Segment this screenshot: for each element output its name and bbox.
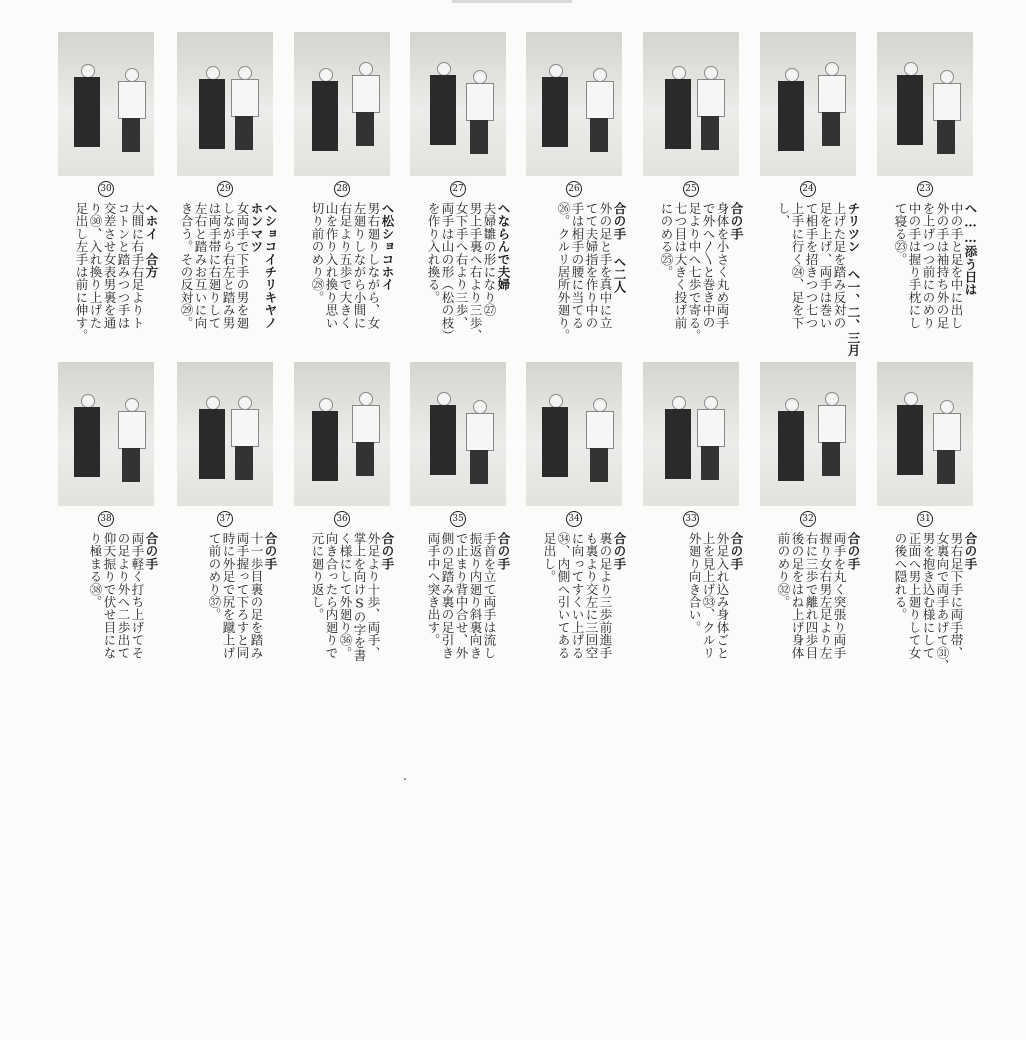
instruction-line: 外廻り向き合い。 xyxy=(687,532,702,634)
kimono xyxy=(199,79,225,149)
jacket xyxy=(231,409,259,447)
step-instructions xyxy=(776,532,860,832)
step-number xyxy=(760,180,856,197)
instruction-line: て相手を招きつつ七つ xyxy=(804,202,819,329)
instruction-line: 前のめり㉜。 xyxy=(776,532,791,609)
step-number-circle: 36 xyxy=(334,511,350,527)
step-instructions xyxy=(893,532,977,832)
instruction-line: で止まり背中合せ、外 xyxy=(454,532,469,659)
head-wrap xyxy=(473,70,487,84)
instruction-line: し、 xyxy=(776,202,791,228)
trousers xyxy=(822,112,840,146)
head-wrap xyxy=(549,394,563,408)
instruction-line: 足出し左手は前に伸す。 xyxy=(74,202,89,342)
head-wrap xyxy=(825,392,839,406)
head-wrap xyxy=(125,398,139,412)
step-number xyxy=(177,180,273,197)
instruction-heading: 合の手 xyxy=(846,532,861,571)
head-wrap xyxy=(904,62,918,76)
step-number-circle: 24 xyxy=(800,181,816,197)
instruction-line: 足より中へ七歩で寄る。 xyxy=(687,202,702,342)
dance-photo xyxy=(643,32,739,176)
step-instructions xyxy=(556,202,626,388)
instruction-line: 両手握って下ろすと同 xyxy=(235,532,250,659)
jacket xyxy=(933,83,961,121)
instruction-heading: 合の手 xyxy=(496,532,511,571)
dance-photo xyxy=(58,362,154,506)
instruction-line: 両手中へ突き出す。 xyxy=(426,532,441,647)
instruction-line: 外足より十歩、両手、 xyxy=(366,532,381,659)
jacket xyxy=(586,81,614,119)
instruction-line: 男右足下手に両手帯、 xyxy=(949,532,964,659)
instruction-line: 左廻りしながら小間に xyxy=(352,202,367,329)
step-number xyxy=(643,510,739,527)
step-number xyxy=(410,510,506,527)
step-number-circle: 28 xyxy=(334,181,350,197)
instruction-line: 男上手裏へ右より三歩、 xyxy=(468,202,483,342)
jacket xyxy=(118,81,146,119)
step-number-circle: 25 xyxy=(683,181,699,197)
head-wrap xyxy=(125,68,139,82)
instruction-heading: へ松ショコホイ xyxy=(380,202,395,291)
instruction-heading: 合の手 xyxy=(380,532,395,571)
head-wrap xyxy=(704,66,718,80)
instruction-line: も裏より交左に三回空 xyxy=(584,532,599,659)
instruction-line: 外の手は袖持ち外の足 xyxy=(935,202,950,329)
head-wrap xyxy=(437,392,451,406)
instruction-line: 女裏向で両手あげて㉛、 xyxy=(935,532,950,672)
step-number xyxy=(58,510,154,527)
head-wrap xyxy=(473,400,487,414)
kimono xyxy=(74,407,100,477)
kimono xyxy=(542,77,568,147)
step-number-circle: 31 xyxy=(917,511,933,527)
jacket xyxy=(466,413,494,451)
head-wrap xyxy=(81,64,95,78)
instruction-line: 中の手は握り手枕にし xyxy=(907,202,922,329)
step-instructions xyxy=(426,202,510,388)
head-wrap xyxy=(704,396,718,410)
head-wrap xyxy=(238,396,252,410)
dance-photo xyxy=(877,362,973,506)
instruction-line: 男を抱き込む様にして xyxy=(921,532,936,659)
step-instructions xyxy=(88,532,158,832)
kimono xyxy=(74,77,100,147)
jacket xyxy=(118,411,146,449)
jacket xyxy=(697,79,725,117)
instruction-line: 握り女右男左足より左 xyxy=(818,532,833,659)
step-number xyxy=(294,510,390,527)
instruction-line: の足より外へ二歩出て xyxy=(116,532,131,659)
instruction-line: にのめる㉕。 xyxy=(659,202,674,279)
trousers xyxy=(235,446,253,480)
trousers xyxy=(590,448,608,482)
kimono xyxy=(430,405,456,475)
jacket xyxy=(466,83,494,121)
step-number xyxy=(760,510,856,527)
step-number xyxy=(526,180,622,197)
jacket xyxy=(818,75,846,113)
instruction-line: 男右廻りしながら、女 xyxy=(366,202,381,329)
instruction-line: 掌上を向けSの字を書 xyxy=(352,532,367,662)
instruction-line: 女下手へ右より三歩、 xyxy=(454,202,469,329)
dance-photo xyxy=(410,32,506,176)
step-instructions xyxy=(310,532,394,832)
dance-photo xyxy=(58,32,154,176)
head-wrap xyxy=(785,398,799,412)
kimono xyxy=(312,81,338,151)
head-wrap xyxy=(437,62,451,76)
instruction-heading: チリツン へ一、二、三月 xyxy=(846,202,861,357)
step-number-circle: 26 xyxy=(566,181,582,197)
kimono xyxy=(778,81,804,151)
trousers xyxy=(937,120,955,154)
instruction-line: 足出し。 xyxy=(542,532,557,583)
step-number xyxy=(877,510,973,527)
step-instructions xyxy=(426,532,510,832)
instruction-line: 手首を立て両手は流し xyxy=(482,532,497,659)
kimono xyxy=(199,409,225,479)
step-number-circle: 38 xyxy=(98,511,114,527)
head-wrap xyxy=(672,66,686,80)
head-wrap xyxy=(319,398,333,412)
step-number-circle: 29 xyxy=(217,181,233,197)
step-number xyxy=(526,510,622,527)
step-number-circle: 32 xyxy=(800,511,816,527)
step-number xyxy=(58,180,154,197)
instruction-heading: 合の手 xyxy=(144,532,159,571)
step-number xyxy=(177,510,273,527)
trousers xyxy=(590,118,608,152)
kimono xyxy=(665,79,691,149)
instruction-line: 向き合ったら内廻りで xyxy=(324,532,339,659)
head-wrap xyxy=(319,68,333,82)
instruction-line: しながら右左と踏み男 xyxy=(221,202,236,329)
instruction-line: てて夫婦指を作り中の xyxy=(584,202,599,329)
instruction-line: 右足より五歩で大きく xyxy=(338,202,353,329)
kimono xyxy=(665,409,691,479)
trousers xyxy=(937,450,955,484)
instruction-line: で外へ〳〵と巻き中の xyxy=(701,202,716,329)
jacket xyxy=(818,405,846,443)
instruction-line: 両手を丸く突張り両手 xyxy=(832,532,847,659)
step-instructions xyxy=(74,202,158,388)
jacket xyxy=(352,405,380,443)
step-number xyxy=(877,180,973,197)
instruction-line: を作り入れ換る。 xyxy=(426,202,441,304)
head-wrap xyxy=(904,392,918,406)
step-instructions xyxy=(207,532,277,832)
instruction-line: 時に外足で尻を蹴上げ xyxy=(221,532,236,659)
jacket xyxy=(933,413,961,451)
jacket xyxy=(352,75,380,113)
step-instructions xyxy=(310,202,394,388)
head-wrap xyxy=(672,396,686,410)
instruction-line: 裏の足より三歩前進手 xyxy=(598,532,613,659)
step-number xyxy=(410,180,506,197)
kimono xyxy=(778,411,804,481)
dance-photo xyxy=(877,32,973,176)
trousers xyxy=(470,450,488,484)
dance-photo xyxy=(643,362,739,506)
instruction-line: 交差させ女表男裏を通 xyxy=(102,202,117,329)
instruction-line: て前のめり㊲。 xyxy=(207,532,222,621)
instruction-heading: へホイ 合方 xyxy=(144,202,159,279)
dance-photo xyxy=(177,32,273,176)
step-number-circle: 30 xyxy=(98,181,114,197)
instruction-line: コトンと踏みつつ手は xyxy=(116,202,131,329)
instruction-line: 左右と踏みお互いに向 xyxy=(193,202,208,329)
step-number-circle: 27 xyxy=(450,181,466,197)
instruction-line: 七つ目は大きく投げ前 xyxy=(673,202,688,329)
instruction-line: 側の足踏み裏の足引き xyxy=(440,532,455,659)
step-instructions xyxy=(776,202,860,388)
head-wrap xyxy=(81,394,95,408)
instruction-line: 足を上げ、両手は巻い xyxy=(818,202,833,329)
instruction-line: 夫婦雛の形になり㉗ xyxy=(482,202,497,317)
instruction-heading: へ……添う日は xyxy=(963,202,978,296)
dance-photo xyxy=(760,362,856,506)
trousers xyxy=(701,116,719,150)
instruction-line: 元に廻り返し。 xyxy=(310,532,325,621)
instruction-line: 女両手で下手の男を廻 xyxy=(235,202,250,329)
head-wrap xyxy=(238,66,252,80)
instruction-heading: 合の手 xyxy=(729,532,744,571)
head-wrap xyxy=(940,400,954,414)
instruction-line: 両手は山の形（松の枝） xyxy=(440,202,455,342)
head-wrap xyxy=(785,68,799,82)
instruction-line: 中の手と足を中に出し xyxy=(949,202,964,329)
instruction-heading: 合の手 xyxy=(612,532,627,571)
kimono xyxy=(897,75,923,145)
step-number-circle: 23 xyxy=(917,181,933,197)
trousers xyxy=(701,446,719,480)
instruction-line: 大間に右手右足よりト xyxy=(130,202,145,329)
dance-photo xyxy=(526,362,622,506)
head-wrap xyxy=(593,68,607,82)
head-wrap xyxy=(549,64,563,78)
step-number-circle: 35 xyxy=(450,511,466,527)
step-instructions xyxy=(893,202,977,388)
instruction-line: 右に三歩で離れ四歩目 xyxy=(804,532,819,659)
trousers xyxy=(235,116,253,150)
instruction-line: 十一歩目裏の足を踏み xyxy=(249,532,264,659)
instruction-line: 外足入れ込み身体ごと xyxy=(715,532,730,659)
jacket xyxy=(586,411,614,449)
instruction-line: 切り前のめり㉘。 xyxy=(310,202,325,304)
dance-photo xyxy=(410,362,506,506)
instruction-heading: 合の手 xyxy=(963,532,978,571)
instruction-heading: 合の手 xyxy=(263,532,278,571)
instruction-line: の後へ隠れる。 xyxy=(893,532,908,621)
instruction-line: 両手軽く打ち上げてそ xyxy=(130,532,145,659)
kimono xyxy=(312,411,338,481)
jacket xyxy=(231,79,259,117)
head-wrap xyxy=(206,396,220,410)
trousers xyxy=(470,120,488,154)
trousers xyxy=(356,112,374,146)
dance-photo xyxy=(177,362,273,506)
instruction-line: 正面へ男上廻りして女 xyxy=(907,532,922,659)
instruction-line: に向ってすくい上げる xyxy=(570,532,585,659)
instruction-line: 身体を小さく丸め両手 xyxy=(715,202,730,329)
dance-photo xyxy=(760,32,856,176)
head-wrap xyxy=(206,66,220,80)
step-instructions xyxy=(687,532,743,832)
page-speck xyxy=(404,778,406,780)
instruction-line: 上を見上げ㉝、クルリ xyxy=(701,532,716,659)
trousers xyxy=(356,442,374,476)
instruction-line: を上げつつ前にのめり xyxy=(921,202,936,329)
step-number xyxy=(643,180,739,197)
instruction-heading: へショコイチリキヤノ xyxy=(263,202,278,329)
step-number-circle: 33 xyxy=(683,511,699,527)
instruction-line: 山を作り入れ換り思い xyxy=(324,202,339,329)
instruction-line: く様にして外廻り㊱。 xyxy=(338,532,353,659)
trousers xyxy=(122,448,140,482)
step-instructions xyxy=(659,202,743,388)
instruction-line: 振返り内廻り斜裏向き xyxy=(468,532,483,659)
step-number xyxy=(294,180,390,197)
instruction-heading: ホンマツ xyxy=(249,202,264,253)
step-number-circle: 37 xyxy=(217,511,233,527)
kimono xyxy=(430,75,456,145)
instruction-line: ㉞、内側へ引いてある xyxy=(556,532,571,659)
instruction-heading: 合の手 xyxy=(729,202,744,241)
head-wrap xyxy=(359,62,373,76)
instruction-line: は両手帯に右廻りして xyxy=(207,202,222,329)
instruction-line: り㉚、入れ換り上げた xyxy=(88,202,103,329)
dance-photo xyxy=(294,362,390,506)
instruction-line: 上手に行く㉔、足を下 xyxy=(790,202,805,329)
step-number-circle: 34 xyxy=(566,511,582,527)
instruction-heading: 合の手 へ二人 xyxy=(612,202,627,294)
instruction-heading: へならんで夫婦 xyxy=(496,202,511,291)
step-instructions xyxy=(542,532,626,832)
top-edge-mark xyxy=(452,0,572,3)
instruction-line: ㉖。クルリ居所外廻り。 xyxy=(556,202,571,342)
head-wrap xyxy=(359,392,373,406)
kimono xyxy=(897,405,923,475)
trousers xyxy=(122,118,140,152)
trousers xyxy=(822,442,840,476)
kimono xyxy=(542,407,568,477)
step-instructions xyxy=(179,202,277,388)
jacket xyxy=(697,409,725,447)
instruction-line: 外の足と手を真中に立 xyxy=(598,202,613,329)
instruction-line: き合う。その反対㉙。 xyxy=(179,202,194,329)
instruction-line: 仰天振りで伏せ目にな xyxy=(102,532,117,659)
instruction-line: り極まる㊳。 xyxy=(88,532,103,609)
head-wrap xyxy=(940,70,954,84)
dance-photo xyxy=(294,32,390,176)
instruction-line: 上げた足を踏み反対の xyxy=(832,202,847,329)
instruction-line: 手は相手の腰に当てる xyxy=(570,202,585,329)
dance-photo xyxy=(526,32,622,176)
head-wrap xyxy=(825,62,839,76)
instruction-line: 後の足をはね上げ身体 xyxy=(790,532,805,659)
head-wrap xyxy=(593,398,607,412)
instruction-line: て寝る㉓。 xyxy=(893,202,908,266)
